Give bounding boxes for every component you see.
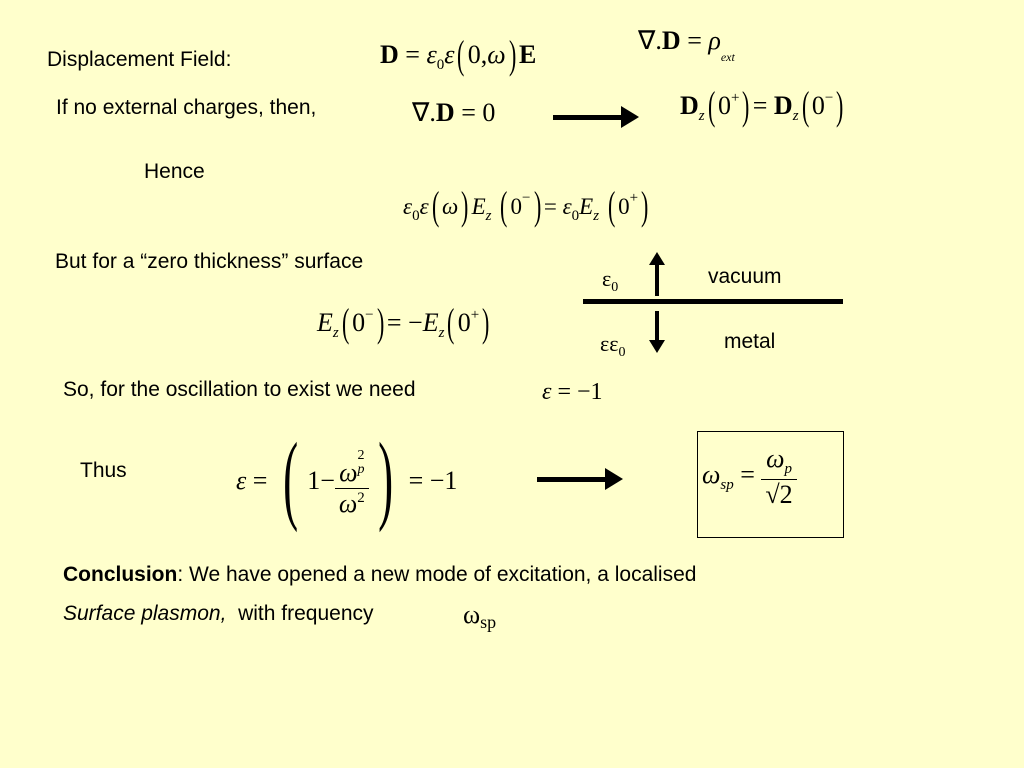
eps0-vacuum-sub: 0 bbox=[611, 280, 619, 295]
eps0-vacuum-eps: ε bbox=[602, 266, 612, 291]
eps-eps0-metal-symbol bbox=[600, 331, 625, 361]
zero-thickness-label: But for a “zero thickness” surface bbox=[55, 250, 364, 273]
conclusion-bold: Conclusion bbox=[63, 563, 178, 586]
arrow-right-2 bbox=[537, 477, 607, 482]
equation-eps-minus-one: ε = −1 bbox=[542, 379, 603, 405]
equation-omega-sp: $\omega_{sp}$ = $\frac{\omega_p}{√2}$ bbox=[702, 446, 797, 508]
conclusion-text: : We have opened a new mode of excitation, a localised bbox=[177, 563, 697, 586]
metal-label: metal bbox=[724, 330, 776, 353]
equation-hence: $\varepsilon_0\varepsilon$( ω) $E_z$ ( $0^-) = \varepsilon_0E_z$ ( 0+) bbox=[403, 183, 649, 228]
no-external-charges-label: If no external charges, then, bbox=[56, 96, 317, 119]
oscillation-label: So, for the oscillation to exist we need bbox=[63, 378, 416, 401]
arrow-right-1 bbox=[553, 115, 623, 120]
omega-sp-sub: sp bbox=[480, 612, 497, 632]
hence-label: Hence bbox=[144, 160, 205, 183]
eps-eps0-metal-sub: 0 bbox=[618, 345, 626, 360]
with-frequency-text: with frequency bbox=[226, 602, 374, 625]
equation-dz-continuity: $D_z$( $0^+) = D_z$( 0−) bbox=[680, 83, 844, 128]
equation-div-d-zero: ∇.D = 0 bbox=[412, 98, 496, 127]
thus-label: Thus bbox=[80, 459, 127, 482]
surface-plasmon-text: Surface plasmon, bbox=[63, 602, 227, 625]
omega-sp-omega: ω bbox=[463, 600, 481, 629]
omega-sp-symbol bbox=[463, 600, 496, 633]
equation-displacement: $D = \varepsilon_0\varepsilon$( 0,ω) E bbox=[380, 32, 537, 77]
displacement-field-label: Displacement Field: bbox=[47, 48, 232, 71]
interface-line bbox=[583, 299, 843, 304]
eps0-vacuum-symbol bbox=[602, 266, 618, 296]
conclusion-line bbox=[63, 563, 696, 587]
vacuum-label: vacuum bbox=[708, 265, 782, 288]
arrow-down-metal bbox=[655, 311, 659, 341]
equation-thus: ε = ( 1− ω 2 p $\omega^2$ ) = −1 bbox=[236, 422, 458, 533]
equation-ez-antisym: $E_z$( $0^-) = -E_z$( 0+) bbox=[317, 300, 490, 345]
equation-div-d-rho: $\nabla.D = \rho_{ext}$ bbox=[638, 26, 735, 64]
surface-plasmon-line bbox=[63, 602, 374, 626]
arrow-up-vacuum bbox=[655, 264, 659, 296]
eps-eps0-metal-eps: εε bbox=[600, 331, 619, 356]
